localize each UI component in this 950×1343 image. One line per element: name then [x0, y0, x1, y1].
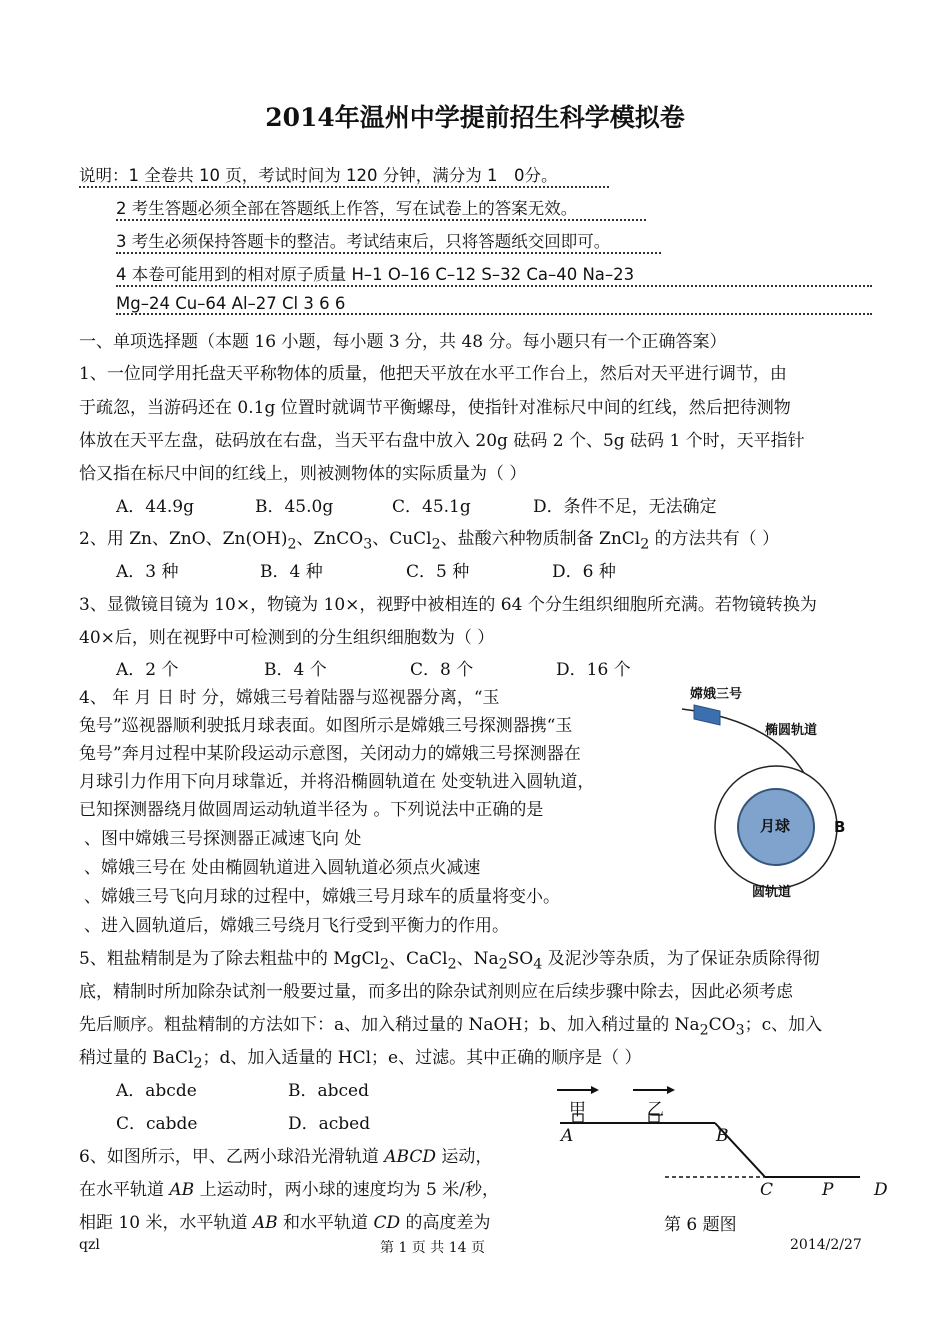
q2-option-b: B．4 种	[260, 562, 323, 582]
q4-option-d: 、进入圆轨道后，嫦娥三号绕月飞行受到平衡力的作用。	[84, 916, 509, 936]
q6-line-3: 相距 10 米，水平轨道 AB 和水平轨道 CD 的高度差为	[79, 1213, 491, 1233]
q5-line-1: 5、粗盐精制是为了除去粗盐中的 MgCl$_2$、CaCl$_2$、$Na_2SO_4$ 及泥沙等杂质，为了保证杂质除得彻	[79, 949, 820, 973]
figure-6-caption: 第 6 题图	[664, 1215, 737, 1235]
probe-label: 嫦娥三号	[690, 687, 743, 702]
q2-option-c: C．5 种	[406, 562, 470, 582]
q5-option-b: B．abced	[288, 1081, 369, 1101]
q6-line-2: 在水平轨道 AB 上运动时，两小球的速度均为 5 米/秒，	[79, 1180, 499, 1200]
note-line-1: 说明：1 全卷共 10 页，考试时间为 120 分钟，满分为 1 0分。	[79, 162, 609, 188]
ball-jia-label: 甲	[569, 1100, 586, 1120]
q4-line-3: 兔号”奔月过程中某阶段运动示意图，关闭动力的嫦娥三号探测器在	[79, 744, 581, 764]
q5-line-3: 先后顺序。粗盐精制的方法如下：a、加入稍过量的 NaOH；b、加入稍过量的 $Na_2CO_3$；c、加入	[79, 1015, 823, 1039]
q2-option-a: A．3 种	[116, 562, 179, 582]
q3-option-c: C．8 个	[410, 660, 474, 680]
q3-line-1: 3、显微镜目镜为 10×，物镜为 10×，视野中被相连的 64 个分生组织细胞所充满。若物镜转换为	[79, 595, 817, 615]
probe-icon	[694, 705, 720, 725]
q4-option-a: 、图中嫦娥三号探测器正减速飞向 处	[84, 829, 362, 849]
section-heading: 一、单项选择题（本题 16 小题，每小题 3 分，共 48 分。每小题只有一个正确答案）	[79, 332, 727, 352]
q4-line-1: 4、 年 月 日 时 分，嫦娥三号着陆器与巡视器分离，“玉	[79, 688, 500, 708]
point-a-label: A	[561, 1126, 574, 1146]
q1-line-4: 恰又指在标尺中间的红线上，则被测物体的实际质量为（ ）	[79, 464, 527, 484]
point-d-label: D	[874, 1180, 888, 1200]
q5-line-4: 稍过量的 BaCl$_2$；d、加入适量的 HCl；e、过滤。其中正确的顺序是（ ）	[79, 1048, 642, 1072]
q4-line-4: 月球引力作用下向月球靠近，并将沿椭圆轨道在 处变轨进入圆轨道，	[79, 772, 595, 792]
footer-page-number: 第 1 页 共 14 页	[380, 1240, 485, 1256]
q3-option-b: B．4 个	[264, 660, 327, 680]
orbit-diagram	[670, 675, 870, 910]
footer-date: 2014/2/27	[790, 1237, 862, 1253]
point-c-label: C	[760, 1180, 774, 1200]
q3-option-d: D．16 个	[556, 660, 631, 680]
q4-option-b: 、嫦娥三号在 处由椭圆轨道进入圆轨道必须点火减速	[84, 858, 481, 878]
q4-line-2: 兔号”巡视器顺利驶抵月球表面。如图所示是嫦娥三号探测器携“玉	[79, 716, 573, 736]
q3-option-a: A．2 个	[116, 660, 179, 680]
note-line-4: 4 本卷可能用到的相对原子质量 H–1 O–16 C–12 S–32 Ca–40 Na–23	[116, 261, 872, 287]
q1-line-2: 于疏忽，当游码还在 0.1g 位置时就调节平衡螺母，使指针对准标尺中间的红线，然后把待测物	[79, 398, 791, 418]
footer-author: qzl	[79, 1237, 100, 1253]
q1-line-3: 体放在天平左盘，砝码放在右盘，当天平右盘中放入 20g 砝码 2 个、5g 砝码 1 个时，天平指针	[79, 431, 805, 451]
q2-option-d: D．6 种	[552, 562, 616, 582]
q4-option-c: 、嫦娥三号飞向月球的过程中，嫦娥三号月球车的质量将变小。	[84, 887, 560, 907]
point-b-label-track: B	[716, 1126, 729, 1146]
q5-option-a: A．abcde	[116, 1081, 197, 1101]
q4-line-5: 已知探测器绕月做圆周运动轨道半径为 。下列说法中正确的是	[79, 800, 544, 820]
point-b-label: B	[834, 818, 846, 836]
q1-option-c: C．45.1g	[392, 497, 471, 517]
note-line-3: 3 考生必须保持答题卡的整洁。考试结束后，只将答题纸交回即可。	[116, 228, 661, 254]
q5-option-c: C．cabde	[116, 1114, 198, 1134]
q1-line-1: 1、一位同学用托盘天平称物体的质量，他把天平放在水平工作台上，然后对天平进行调节，由	[79, 364, 787, 384]
q5-option-d: D．acbed	[288, 1114, 371, 1134]
q3-line-2: 40×后，则在视野中可检测到的分生组织细胞数为（ ）	[79, 628, 495, 648]
note-line-5: Mg–24 Cu–64 Al–27 Cl 3 6 6	[116, 294, 872, 315]
point-p-label: P	[822, 1180, 834, 1200]
moon-label: 月球	[760, 817, 791, 835]
q6-line-1: 6、如图所示，甲、乙两小球沿光滑轨道 ABCD 运动，	[79, 1147, 493, 1167]
circular-orbit-label: 圆轨道	[752, 885, 792, 900]
note-line-2: 2 考生答题必须全部在答题纸上作答，写在试卷上的答案无效。	[116, 195, 646, 221]
q2-stem: 2、用 Zn、ZnO、$Zn(OH)_2$、ZnCO$_3$、CuCl$_2$、盐酸六种物质制备 ZnCl$_2$ 的方法共有（ ）	[79, 529, 780, 553]
q1-option-a: A．44.9g	[116, 497, 195, 517]
q1-option-d: D．条件不足，无法确定	[533, 497, 717, 517]
page-title: 2014年温州中学提前招生科学模拟卷	[265, 103, 685, 132]
ball-yi-label: 乙	[647, 1100, 664, 1120]
ellipse-orbit-label: 椭圆轨道	[765, 723, 818, 738]
q5-line-2: 底，精制时所加除杂试剂一般要过量，而多出的除杂试剂则应在后续步骤中除去，因此必须考虑	[79, 982, 793, 1002]
q1-option-b: B．45.0g	[255, 497, 334, 517]
